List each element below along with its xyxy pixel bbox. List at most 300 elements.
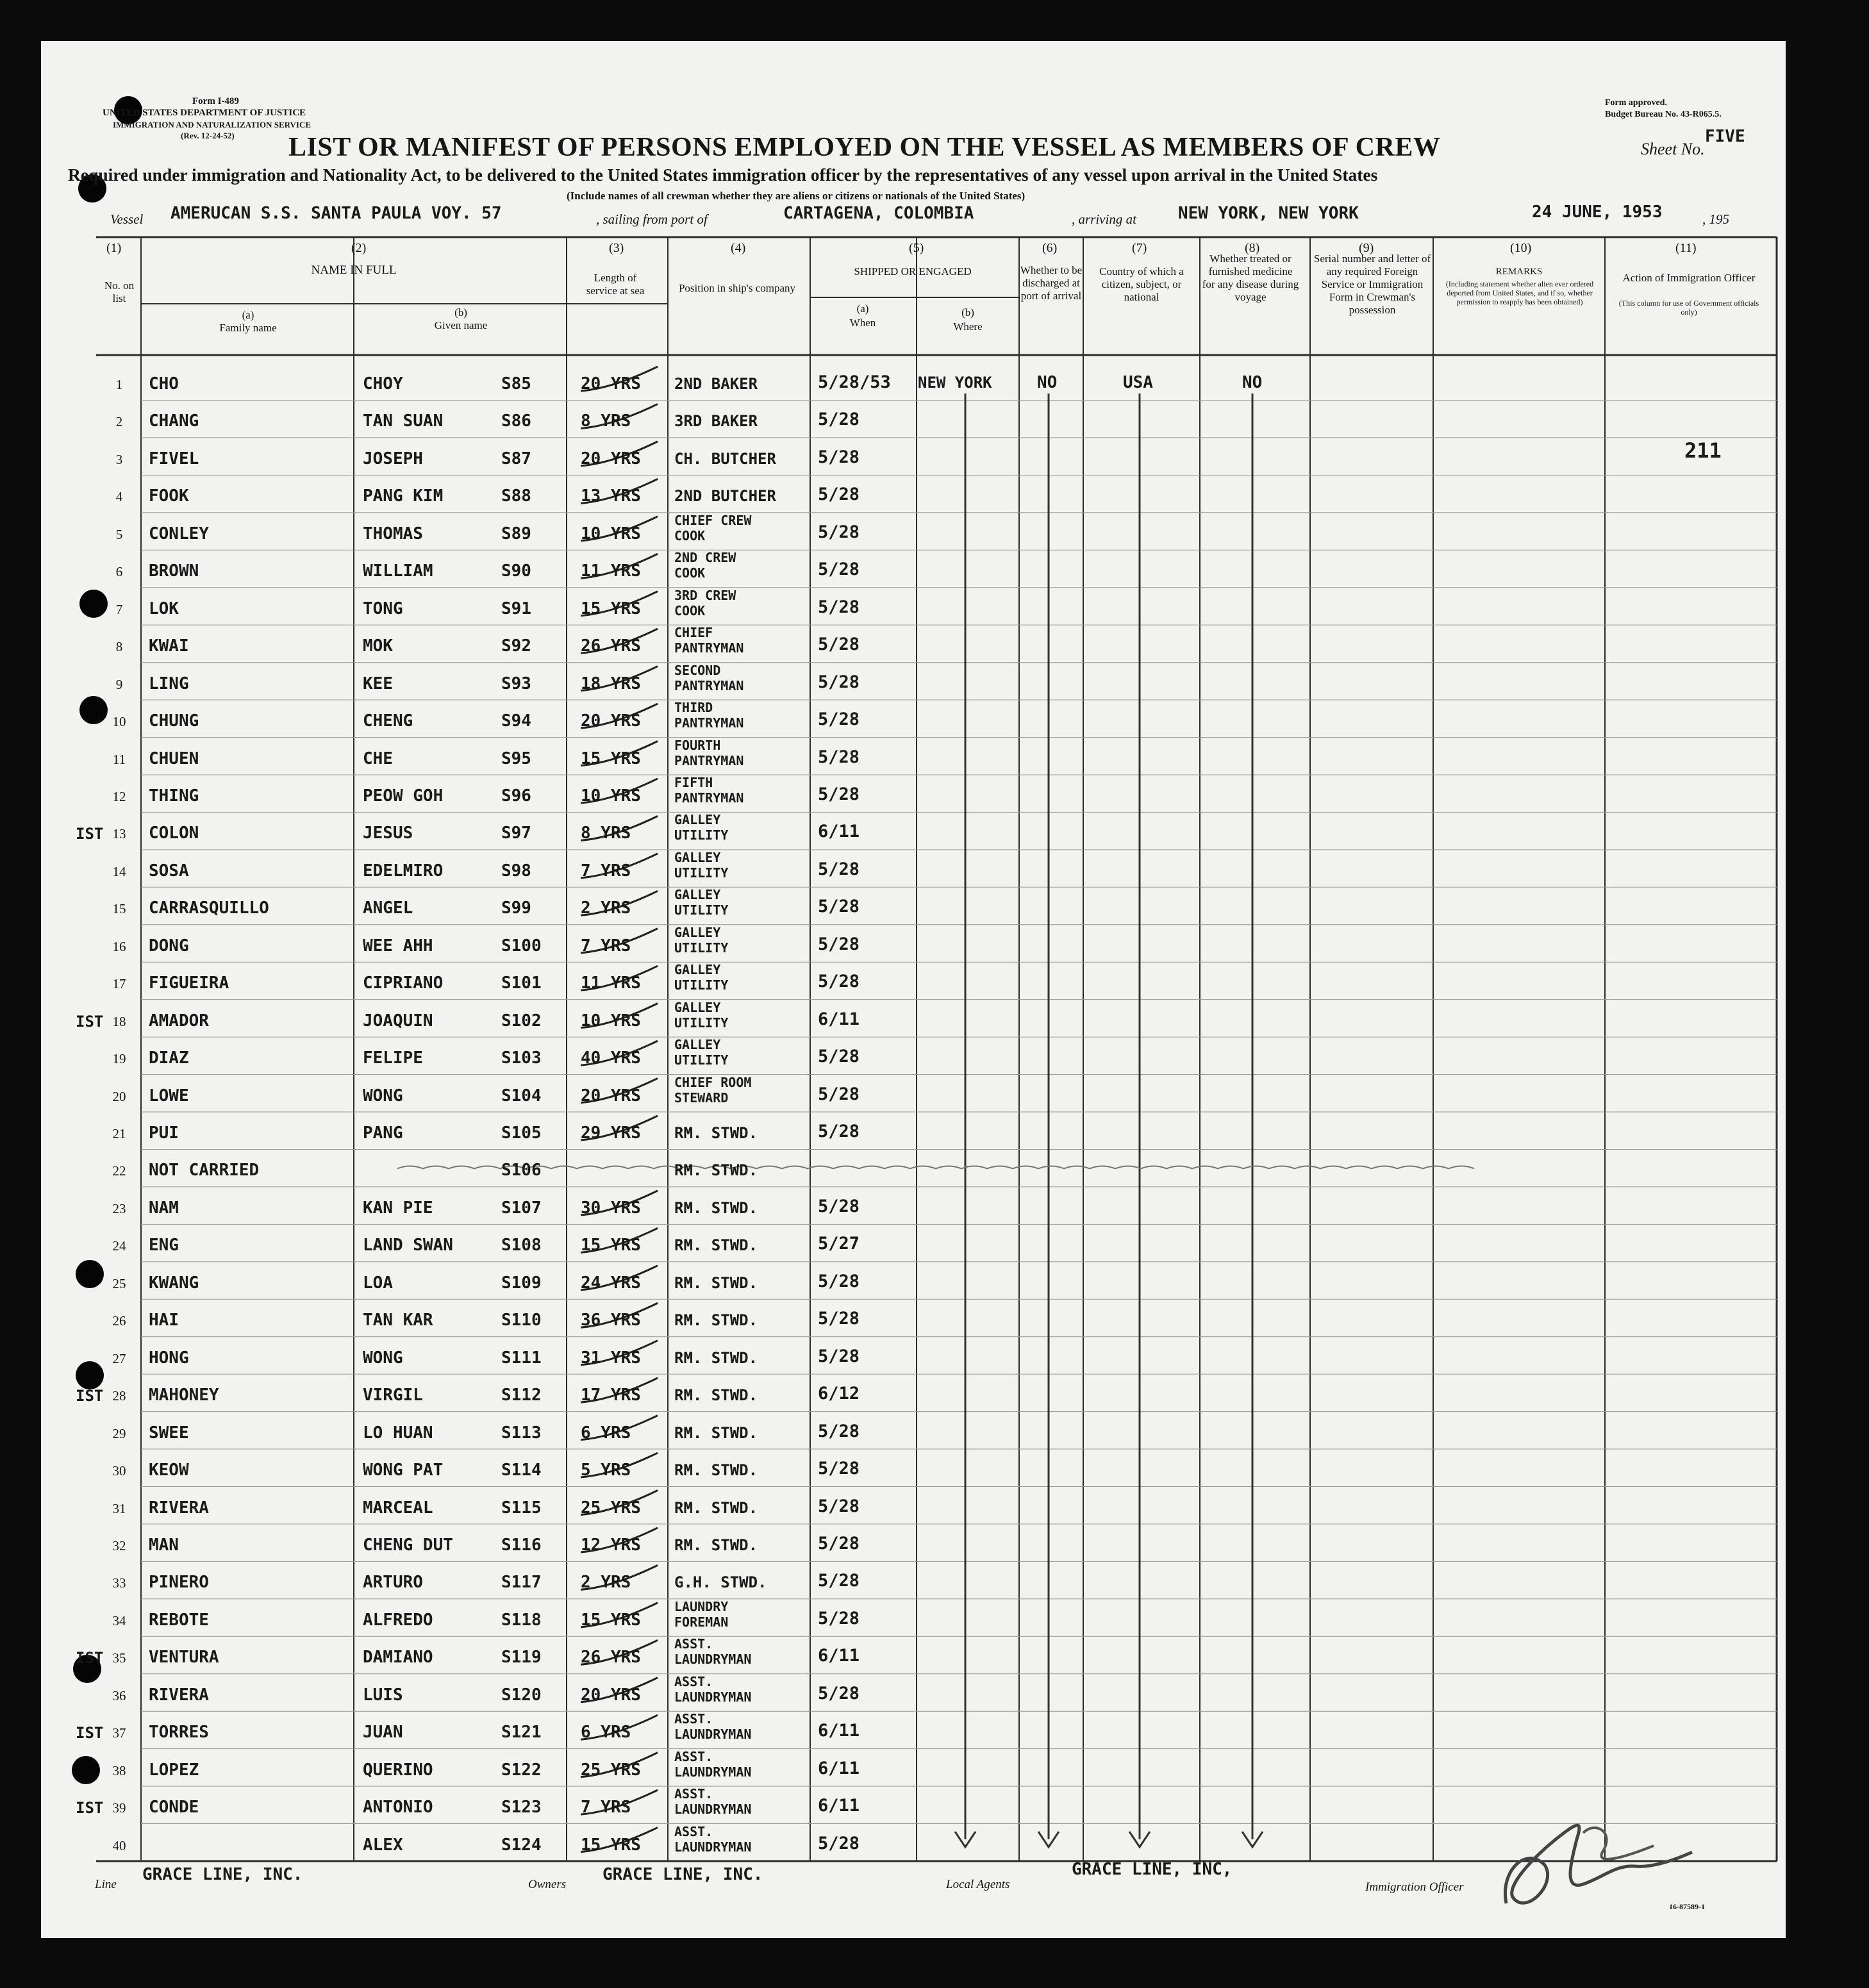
crew-code: S123: [501, 1798, 542, 1818]
service-length: 7 YRS: [581, 1798, 631, 1818]
family-name: FIVEL: [149, 449, 199, 468]
given-name: LOA: [363, 1273, 393, 1293]
service-length: 20 YRS: [581, 1685, 641, 1705]
crew-code: S109: [501, 1273, 542, 1293]
family-name: CHUNG: [149, 711, 199, 731]
service-length: 15 YRS: [581, 599, 641, 618]
family-name: LOWE: [149, 1086, 189, 1106]
position-title: GALLEY: [674, 812, 721, 828]
row-number: 16: [112, 938, 126, 954]
service-length: 13 YRS: [581, 486, 641, 506]
position-title: LAUNDRYMAN: [674, 1689, 752, 1705]
position-title: UTILITY: [674, 940, 729, 956]
header-given-b: (b): [454, 306, 467, 319]
position-title: CH. BUTCHER: [674, 449, 776, 468]
header-length: Length of service at sea: [586, 272, 645, 297]
first-row-discharged: NO: [1037, 373, 1058, 392]
family-name: SWEE: [149, 1423, 189, 1443]
crew-code: S117: [501, 1573, 542, 1593]
given-name: WONG: [363, 1086, 403, 1106]
position-title: RM. STWD.: [674, 1273, 758, 1292]
family-name: THING: [149, 786, 199, 806]
crew-code: S89: [501, 524, 531, 543]
service-length: 2 YRS: [581, 899, 631, 918]
position-title: FIFTH: [674, 774, 713, 790]
sailing-port: CARTAGENA, COLOMBIA: [783, 204, 974, 223]
owners-label: Owners: [528, 1878, 567, 1891]
given-name: PANG KIM: [363, 486, 444, 506]
shipped-when: 5/28: [818, 1683, 860, 1703]
header-given-name: Given name: [434, 319, 488, 331]
given-name: PEOW GOH: [363, 786, 444, 806]
shipped-when: 5/28: [818, 1346, 860, 1366]
service-length: 26 YRS: [581, 1648, 641, 1668]
service-length: 8 YRS: [581, 411, 631, 431]
shipped-when: 6/11: [818, 1646, 860, 1666]
shipped-when: 5/28: [818, 1047, 860, 1067]
shipped-when: 5/28: [818, 410, 860, 430]
service-length: 5 YRS: [581, 1461, 631, 1480]
given-name: LUIS: [363, 1685, 403, 1705]
crew-code: S113: [501, 1423, 542, 1443]
row-number: 4: [115, 489, 123, 505]
col-num: (3): [609, 241, 624, 255]
shipped-when: 5/28: [818, 784, 860, 804]
position-title: 3RD BAKER: [674, 412, 758, 431]
department-line: UNITED STATES DEPARTMENT OF JUSTICE: [103, 108, 306, 118]
shipped-when: 5/28: [818, 897, 860, 917]
family-name: DIAZ: [149, 1048, 189, 1068]
family-name: HAI: [149, 1311, 179, 1330]
service-length: 15 YRS: [581, 1835, 641, 1855]
position-title: UTILITY: [674, 977, 729, 993]
family-name: PINERO: [149, 1573, 209, 1593]
given-name: LAND SWAN: [363, 1236, 453, 1255]
position-title: LAUNDRYMAN: [674, 1727, 752, 1743]
given-name: EDELMIRO: [363, 861, 444, 881]
officer-signature: [1487, 1794, 1718, 1923]
year-suffix: , 195: [1702, 211, 1729, 227]
header-serial: Serial number and letter of any required Foreign Service or Immigration Form in Crewman's possession: [1313, 253, 1431, 316]
position-title: RM. STWD.: [674, 1348, 758, 1367]
crew-code: S116: [501, 1535, 542, 1555]
family-name: NAM: [149, 1198, 179, 1218]
vessel-label: Vessel: [110, 211, 144, 227]
service-length: 25 YRS: [581, 1760, 641, 1780]
crew-code: S91: [501, 599, 531, 618]
service-length: 30 YRS: [581, 1198, 641, 1218]
position-title: COOK: [674, 602, 706, 618]
position-title: PANTRYMAN: [674, 790, 744, 806]
service-length: 11 YRS: [581, 973, 641, 993]
service-length: 15 YRS: [581, 749, 641, 768]
given-name: ANTONIO: [363, 1798, 433, 1818]
ist-marker: IST: [76, 1649, 104, 1668]
crew-code: S120: [501, 1685, 542, 1705]
service-length: 8 YRS: [581, 824, 631, 843]
crew-code: S95: [501, 749, 531, 768]
given-name: ALEX: [363, 1835, 403, 1855]
shipped-when: 5/28: [818, 1271, 860, 1291]
header-family-name: Family name: [219, 322, 277, 334]
position-title: UTILITY: [674, 1052, 729, 1068]
header-action: Action of Immigration Officer: [1622, 272, 1756, 284]
officer-label: Immigration Officer: [1365, 1880, 1464, 1894]
row-number: 22: [112, 1163, 126, 1179]
row-number: 26: [112, 1313, 126, 1329]
action-entry: 211: [1684, 438, 1722, 463]
crew-code: S121: [501, 1723, 542, 1743]
position-title: FOURTH: [674, 737, 721, 753]
header-action-note: (This column for use of Government officials only): [1618, 299, 1759, 317]
family-name: CONDE: [149, 1798, 199, 1818]
row-number: 30: [112, 1463, 126, 1479]
family-name: COLON: [149, 824, 199, 843]
given-name: WONG: [363, 1348, 403, 1368]
col-num: (5): [909, 241, 924, 255]
header-discharged: Whether to be discharged at port of arrival: [1020, 264, 1083, 302]
shipped-when: 6/11: [818, 1721, 860, 1741]
first-row-where: NEW YORK: [918, 374, 992, 392]
given-name: CIPRIANO: [363, 973, 444, 993]
service-length: 7 YRS: [581, 861, 631, 881]
crew-code: S86: [501, 411, 531, 431]
position-title: GALLEY: [674, 962, 721, 978]
service-length: 7 YRS: [581, 936, 631, 956]
family-name: DONG: [149, 936, 189, 956]
row-number: 17: [112, 976, 126, 992]
given-name: TAN SUAN: [363, 411, 444, 431]
family-name: HONG: [149, 1348, 189, 1368]
position-title: CHIEF ROOM: [674, 1074, 752, 1090]
row-number: 36: [112, 1687, 126, 1703]
position-title: SECOND: [674, 662, 721, 678]
row-number: 6: [115, 564, 123, 580]
given-name: WEE AHH: [363, 936, 433, 956]
position-title: ASST.: [674, 1636, 713, 1652]
service-length: 2 YRS: [581, 1573, 631, 1593]
first-row-treated: NO: [1242, 373, 1263, 392]
position-title: 2ND CREW: [674, 550, 736, 566]
service-length: 6 YRS: [581, 1423, 631, 1443]
given-name: THOMAS: [363, 524, 423, 543]
shipped-when: 6/11: [818, 822, 860, 842]
service-length: 40 YRS: [581, 1048, 641, 1068]
shipped-when: 5/28: [818, 634, 860, 655]
row-number: 14: [112, 863, 126, 879]
service-length: 31 YRS: [581, 1348, 641, 1368]
family-name: RIVERA: [149, 1685, 209, 1705]
header-position: Position in ship's company: [678, 282, 796, 294]
row-number: 3: [115, 451, 123, 467]
row-number: 11: [112, 751, 126, 767]
form-code: 16-87589-1: [1669, 1902, 1705, 1911]
crew-code: S106: [501, 1161, 542, 1180]
crew-code: S110: [501, 1311, 542, 1330]
position-title: GALLEY: [674, 1037, 721, 1053]
ist-marker: IST: [76, 1724, 104, 1743]
position-title: UTILITY: [674, 865, 729, 881]
shipped-when: 5/28: [818, 1608, 860, 1628]
position-title: RM. STWD.: [674, 1461, 758, 1480]
position-title: ASST.: [674, 1823, 713, 1839]
crew-code: S102: [501, 1011, 542, 1031]
shipped-when: 6/11: [818, 1796, 860, 1816]
sailing-label: , sailing from port of: [596, 211, 708, 227]
punch-hole: [72, 1756, 100, 1784]
given-name: JOSEPH: [363, 449, 423, 468]
row-number: 24: [112, 1238, 126, 1254]
given-name: ARTURO: [363, 1573, 423, 1593]
family-name: SOSA: [149, 861, 189, 881]
position-title: COOK: [674, 527, 706, 543]
punch-hole: [76, 1361, 104, 1389]
ist-marker: IST: [76, 1387, 104, 1405]
first-row-country: USA: [1123, 373, 1153, 392]
family-name: CHO: [149, 374, 179, 393]
crew-code: S124: [501, 1835, 542, 1855]
position-title: 2ND BAKER: [674, 375, 758, 393]
row-number: 29: [112, 1425, 126, 1441]
position-title: STEWARD: [674, 1089, 729, 1106]
service-length: 24 YRS: [581, 1273, 641, 1293]
row-number: 15: [112, 901, 126, 917]
row-number: 35: [112, 1650, 126, 1666]
col-num: (8): [1245, 241, 1260, 255]
position-title: CHIEF CREW: [674, 512, 752, 528]
service-length: 26 YRS: [581, 636, 641, 656]
position-title: RM. STWD.: [674, 1536, 758, 1554]
given-name: CHENG DUT: [363, 1535, 453, 1555]
crew-code: S88: [501, 486, 531, 506]
crew-code: S108: [501, 1236, 542, 1255]
shipped-when: 5/28: [818, 1496, 860, 1516]
crew-code: S119: [501, 1648, 542, 1668]
punch-hole: [76, 1260, 104, 1288]
position-title: RM. STWD.: [674, 1124, 758, 1142]
row-number: 33: [112, 1575, 126, 1591]
given-name: MARCEAL: [363, 1498, 433, 1518]
service-length: 36 YRS: [581, 1311, 641, 1330]
service-length: 20 YRS: [581, 1086, 641, 1106]
service-length: 15 YRS: [581, 1236, 641, 1255]
arrival-date: 24 JUNE, 1953: [1532, 203, 1663, 222]
row-number: 9: [115, 676, 123, 692]
family-name: CONLEY: [149, 524, 209, 543]
shipped-when: 5/28: [818, 972, 860, 992]
given-name: QUERINO: [363, 1760, 433, 1780]
col-num: (11): [1675, 241, 1697, 255]
given-name: CHENG: [363, 711, 413, 731]
row-number: 40: [112, 1837, 126, 1853]
form-approved: Form approved.: [1605, 98, 1667, 108]
given-name: TAN KAR: [363, 1311, 433, 1330]
row-number: 21: [112, 1126, 126, 1141]
family-name: TORRES: [149, 1723, 209, 1743]
crew-code: S97: [501, 824, 531, 843]
position-title: UTILITY: [674, 902, 729, 918]
shipped-when: 6/11: [818, 1009, 860, 1029]
position-title: GALLEY: [674, 849, 721, 865]
shipped-when: 5/28/53: [818, 372, 891, 392]
given-name: ALFREDO: [363, 1610, 433, 1630]
position-title: UTILITY: [674, 827, 729, 843]
family-name: KEOW: [149, 1461, 189, 1480]
shipped-when: 5/28: [818, 1309, 860, 1329]
owners-value: GRACE LINE, INC.: [602, 1865, 763, 1884]
crew-code: S90: [501, 561, 531, 581]
family-name: MAHONEY: [149, 1386, 219, 1405]
header-where: Where: [953, 320, 983, 333]
row-number: 7: [115, 601, 123, 617]
given-name: JUAN: [363, 1723, 403, 1743]
col-num: (1): [106, 241, 122, 255]
position-title: RM. STWD.: [674, 1161, 758, 1180]
given-name: CHE: [363, 749, 393, 768]
family-name: CHANG: [149, 411, 199, 431]
position-title: RM. STWD.: [674, 1423, 758, 1442]
form-number: Form I-489: [192, 96, 239, 106]
sheet-label: Sheet No.: [1641, 140, 1705, 158]
shipped-when: 5/28: [818, 934, 860, 954]
given-name: MOK: [363, 636, 393, 656]
crew-code: S104: [501, 1086, 542, 1106]
family-name: LING: [149, 674, 189, 693]
row-number: 23: [112, 1200, 126, 1216]
service-length: 10 YRS: [581, 524, 641, 543]
header-family-a: (a): [242, 309, 254, 321]
col-num: (2): [351, 241, 367, 255]
row-number: 18: [112, 1013, 126, 1029]
crew-code: S122: [501, 1760, 542, 1780]
position-title: RM. STWD.: [674, 1198, 758, 1217]
form-title: LIST OR MANIFEST OF PERSONS EMPLOYED ON THE VESSEL AS MEMBERS OF CREW: [288, 133, 1441, 162]
family-name: LOPEZ: [149, 1760, 199, 1780]
shipped-when: 5/28: [818, 1421, 860, 1441]
shipped-when: 5/28: [818, 559, 860, 580]
row-number: 38: [112, 1762, 126, 1778]
row-number: 39: [112, 1800, 126, 1816]
given-name: DAMIANO: [363, 1648, 433, 1668]
crew-code: S103: [501, 1048, 542, 1068]
family-name: PUI: [149, 1123, 179, 1143]
crew-code: S107: [501, 1198, 542, 1218]
position-title: RM. STWD.: [674, 1311, 758, 1330]
given-name: WILLIAM: [363, 561, 433, 581]
row-number: 10: [112, 714, 126, 730]
shipped-when: 5/28: [818, 709, 860, 730]
row-number: 34: [112, 1612, 126, 1628]
crew-code: S115: [501, 1498, 542, 1518]
row-number: 2: [115, 414, 123, 430]
header-shipped: SHIPPED OR ENGAGED: [854, 265, 972, 277]
col-num: (6): [1042, 241, 1058, 255]
header-country: Country of which a citizen, subject, or national: [1099, 265, 1184, 303]
position-title: COOK: [674, 565, 706, 581]
crew-code: S112: [501, 1386, 542, 1405]
row-number: 5: [115, 526, 123, 542]
family-name: KWANG: [149, 1273, 199, 1293]
row-number: 37: [112, 1725, 126, 1741]
given-name: LO HUAN: [363, 1423, 433, 1443]
header-no-on-list: No. on list: [104, 279, 135, 304]
given-name: FELIPE: [363, 1048, 423, 1068]
family-name: LOK: [149, 599, 179, 618]
family-name: ENG: [149, 1236, 179, 1255]
row-number: 31: [112, 1500, 126, 1516]
position-title: ASST.: [674, 1748, 713, 1764]
header-remarks-note: (Including statement whether alien ever ordered deported from United States, and if so, whether permission to reapply has been obtained): [1445, 279, 1594, 306]
header-remarks: REMARKS: [1495, 267, 1543, 277]
service-length: 25 YRS: [581, 1498, 641, 1518]
shipped-when: 5/28: [818, 522, 860, 542]
punch-hole: [79, 590, 108, 618]
given-name: JOAQUIN: [363, 1011, 433, 1031]
ist-marker: IST: [76, 1799, 104, 1818]
not-carried-strike: [397, 1166, 1474, 1168]
crew-code: S85: [501, 374, 531, 393]
ist-marker: IST: [76, 825, 104, 843]
service-length: 11 YRS: [581, 561, 641, 581]
crew-code: S92: [501, 636, 531, 656]
position-title: LAUNDRYMAN: [674, 1652, 752, 1668]
shipped-when: 5/28: [818, 1459, 860, 1479]
row-number: 12: [112, 788, 126, 804]
family-name: KWAI: [149, 636, 189, 656]
family-name: FIGUEIRA: [149, 973, 229, 993]
position-title: LAUNDRYMAN: [674, 1764, 752, 1780]
shipped-when: 6/12: [818, 1384, 860, 1404]
row-number: 13: [112, 826, 126, 842]
position-title: RM. STWD.: [674, 1386, 758, 1405]
position-title: RM. STWD.: [674, 1498, 758, 1517]
arriving-label: , arriving at: [1072, 211, 1136, 227]
punch-hole: [79, 696, 108, 724]
header-treated: Whether treated or furnished medicine for any disease during voyage: [1202, 253, 1299, 303]
shipped-when: 5/28: [818, 1833, 860, 1853]
family-name: FOOK: [149, 486, 189, 506]
family-name: AMADOR: [149, 1011, 209, 1031]
shipped-when: 5/28: [818, 672, 860, 692]
row-number: 32: [112, 1537, 126, 1553]
crew-code: S100: [501, 936, 542, 956]
given-name: ANGEL: [363, 899, 413, 918]
revision: (Rev. 12-24-52): [181, 131, 235, 140]
header-where-b: (b): [961, 306, 974, 319]
header-when-a: (a): [856, 302, 869, 315]
include-note: (Include names of all crewman whether they are aliens or citizens or nationals of the United States): [567, 190, 1026, 202]
shipped-when: 5/28: [818, 1571, 860, 1591]
position-title: 3RD CREW: [674, 587, 736, 603]
row-number: 8: [115, 639, 123, 655]
agents-value: GRACE LINE, INC,: [1072, 1860, 1233, 1879]
shipped-when: 5/28: [818, 485, 860, 505]
col-num: (9): [1359, 241, 1374, 255]
position-title: LAUNDRYMAN: [674, 1802, 752, 1818]
given-name: PANG: [363, 1123, 403, 1143]
given-name: JESUS: [363, 824, 413, 843]
family-name: BROWN: [149, 561, 199, 581]
given-name: KAN PIE: [363, 1198, 433, 1218]
position-title: PANTRYMAN: [674, 640, 744, 656]
service-line: IMMIGRATION AND NATURALIZATION SERVICE: [113, 120, 312, 129]
row-number: 1: [115, 377, 123, 392]
crew-code: S96: [501, 786, 531, 806]
budget-bureau: Budget Bureau No. 43-R065.5.: [1605, 110, 1722, 119]
position-title: G.H. STWD.: [674, 1573, 767, 1592]
crew-code: S114: [501, 1461, 542, 1480]
shipped-when: 5/28: [818, 747, 860, 767]
